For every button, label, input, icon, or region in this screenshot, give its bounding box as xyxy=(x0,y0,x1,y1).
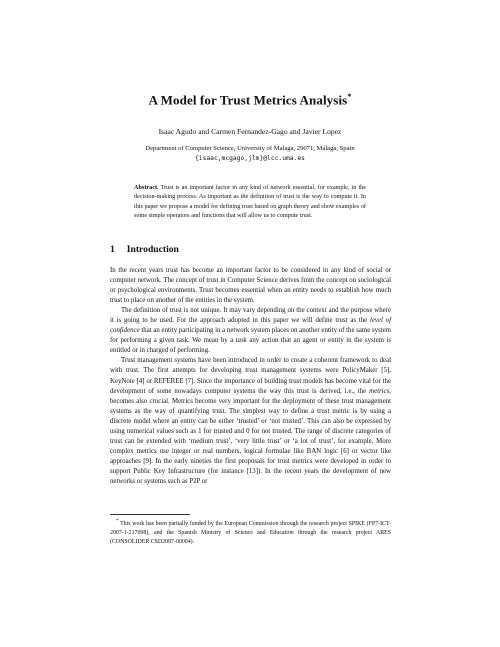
paragraph-3-part-1: Trust management systems have been introduced in order to create a coherent framework to deal with trust. The first attempts for developing trust management systems were PolicyMaker [5], KeyNote [4] or REFEREE [7]. Since the importance of building trust models has become vital for the development of some nowadays computer systems the way this trust is derived, i.e., the xyxy=(110,357,391,395)
abstract-text: Trust is an important factor in any kind of network essential, for example, in the decision-making process. As important as the definition of trust is the way to compute it. In this paper we propose a model for defining trust based on graph theory and show examples of some simple operators and functions that will allow us to compute trust. xyxy=(134,184,366,219)
footnote-text: This work has been partially funded by the European Commission through the research project SPIKE (FP7-ICT-2007-1-217098), and the Spanish Ministry of Science and Education through the research project ARES (CONSOLIDER CSD2007-00004). xyxy=(110,520,392,545)
section-number: 1 xyxy=(110,244,115,255)
footnote-marker: * xyxy=(116,519,119,524)
abstract-label: Abstract. xyxy=(134,184,159,191)
paragraph-2 xyxy=(110,306,391,356)
paragraph-2-part-1: The definition of trust is not unique. It may vary depending on the context and the purpose where it is going to be used. For the approach adopted in this paper we will define trust as the xyxy=(110,307,391,325)
paragraph-2-part-2: that an entity participating in a network system places on another entity of the same system for performing a given task. We mean by a xyxy=(110,327,391,345)
emphasis-level-of-confidence: level of confidence xyxy=(110,317,391,335)
affiliation-block xyxy=(0,144,500,163)
emphasis-metrics: metrics xyxy=(369,387,390,395)
paper-title-text: A Model for Trust Metrics Analysis xyxy=(148,92,348,108)
footnote-paragraph xyxy=(110,518,391,547)
paragraph-3-part-2: , becomes also crucial. Metrics become very important for the deployment of these trust management systems as the way of quantifying trust. The simplest way to define a trust metric is by using a discrete model where an entity can be either ‘trusted’ or ‘not trusted’. This can also be expressed by using numerical values such as 1 for trusted and 0 for not trusted. The range of discrete categories of trust can be extended with ‘medium trust’, ‘very little trust’ or ‘a lot of trust’, for example. More complex metrics use integer or real numbers, logical formulae like BAN logic [6] or vector like approaches [9]. In the early nineties the first proposals for trust metrics were developed in order to support Public Key Infrastructure (for instance [13]). In the recent years the development of new networks or systems such as P2P or xyxy=(110,387,391,485)
author-list: Isaac Agudo and Carmen Fernandez-Gago and Javier Lopez xyxy=(158,127,342,136)
section-body xyxy=(110,266,391,487)
section-title: Introduction xyxy=(126,244,179,255)
title-footnote-marker: * xyxy=(347,92,352,101)
paper-title xyxy=(0,92,500,108)
footnote-divider xyxy=(110,514,190,515)
affiliation: Department of Computer Science, University of Malaga, 29071, Málaga, Spain xyxy=(145,145,355,152)
paragraph-2-part-3: any action that an agent or entity in the system is entitled or in charged of performing. xyxy=(110,337,392,355)
abstract xyxy=(134,183,366,220)
section-heading xyxy=(110,244,179,255)
footnote xyxy=(110,518,391,547)
email-addresses: {isaac,mcgago,jlm}@lcc.uma.es xyxy=(195,154,305,162)
paragraph-1: In the recent years trust has become an important factor to be considered in any kind of social or computer network. The concept of trust in Computer Science derives from the concept on sociological or psychological environments. Trust becomes essential when an entity needs to establish how much trust to place on another of the entities in the system. xyxy=(110,267,391,305)
emphasis-task: task xyxy=(235,337,247,345)
paragraph-3 xyxy=(110,356,391,487)
